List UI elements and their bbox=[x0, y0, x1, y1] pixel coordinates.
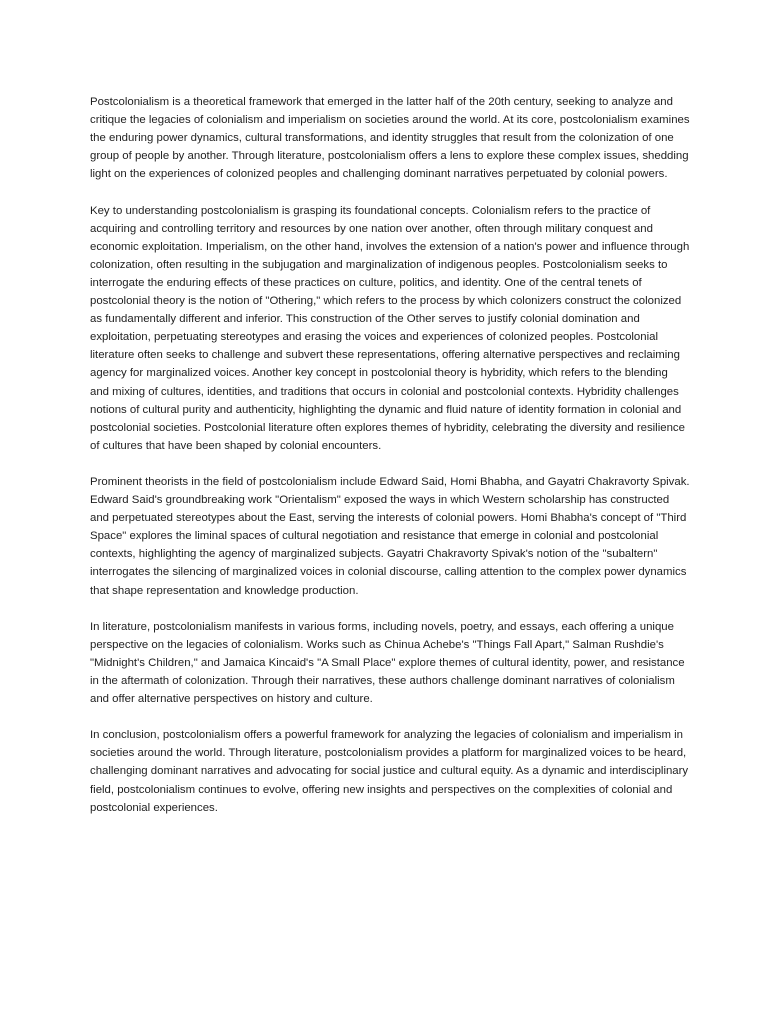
paragraph-conclusion: In conclusion, postcolonialism offers a powerful framework for analyzing the legacies of colonialism and imperialism in societies around the world. Through literature, postcolonialism provides a platform for marginalized voices to be heard, challenging dominant narratives and advocating for social justice and cultural equity. As a dynamic and interdisciplinary field, postcolonialism continues to evolve, offering new insights and perspectives on the complexities of colonial and postcolonial experiences. bbox=[90, 729, 689, 814]
paragraph-introduction: Postcolonialism is a theoretical framework that emerged in the latter half of the 20th century, seeking to analyze and critique the legacies of colonialism and imperialism on societies around the world. At its core, postcolonialism examines the enduring power dynamics, cultural transformations, and identity struggles that result from the colonization of one group of people by another. Through literature, postcolonialism offers a lens to explore these complex issues, shedding light on the experiences of colonized peoples and challenging dominant narratives perpetuated by colonial powers. bbox=[90, 96, 690, 181]
paragraph-theorists: Prominent theorists in the field of postcolonialism include Edward Said, Homi Bhabha, and Gayatri Chakravorty Spivak. Edward Said's groundbreaking work "Orientalism" exposed the ways in which Western scholarship has constructed and perpetuated stereotypes about the East, serving the interests of colonial powers. Homi Bhabha's concept of "Third Space" explores the liminal spaces of cultural negotiation and resistance that emerge in colonial and postcolonial contexts, highlighting the agency of marginalized subjects. Gayatri Chakravorty Spivak's notion of the "subaltern" interrogates the silencing of marginalized voices in colonial discourse, calling attention to the complex power dynamics that shape representation and knowledge production. bbox=[90, 475, 690, 597]
paragraph-foundational-concepts: Key to understanding postcolonialism is grasping its foundational concepts. Colonialism refers to the practice of acquiring and controlling territory and resources by one nation over another, often through military conquest and economic exploitation. Imperialism, on the other hand, involves the extension of a nation's power and influence through colonization, often resulting in the subjugation and marginalization of indigenous peoples. Postcolonialism seeks to interrogate the enduring effects of these practices on culture, politics, and identity. One of the central tenets of postcolonial theory is the notion of "Othering," which refers to the process by which colonizers construct the colonized as fundamentally different and inferior. This construction of the Other serves to justify colonial domination and exploitation, perpetuating stereotypes and erasing the voices and experiences of colonized peoples. Postcolonial literature often seeks to challenge and subvert these representations, offering alternative perspectives and reclaiming agency for marginalized voices. Another key concept in postcolonial theory is hybridity, which refers to the blending and mixing of cultures, identities, and traditions that occurs in colonial and postcolonial contexts. Hybridity challenges notions of cultural purity and authenticity, highlighting the dynamic and fluid nature of identity formation in colonial and postcolonial societies. Postcolonial literature often explores themes of hybridity, celebrating the diversity and resilience of cultures that have been shaped by colonial encounters. bbox=[90, 204, 690, 452]
paragraph-literature: In literature, postcolonialism manifests in various forms, including novels, poetry, and essays, each offering a unique perspective on the legacies of colonialism. Works such as Chinua Achebe's "Things Fall Apart," Salman Rushdie's "Midnight's Children," and Jamaica Kincaid's "A Small Place" explore themes of cultural identity, power, and resistance in the aftermath of colonization. Through their narratives, these authors challenge dominant narratives of colonialism and offer alternative perspectives on history and culture. bbox=[90, 620, 685, 706]
document-body bbox=[90, 93, 690, 835]
